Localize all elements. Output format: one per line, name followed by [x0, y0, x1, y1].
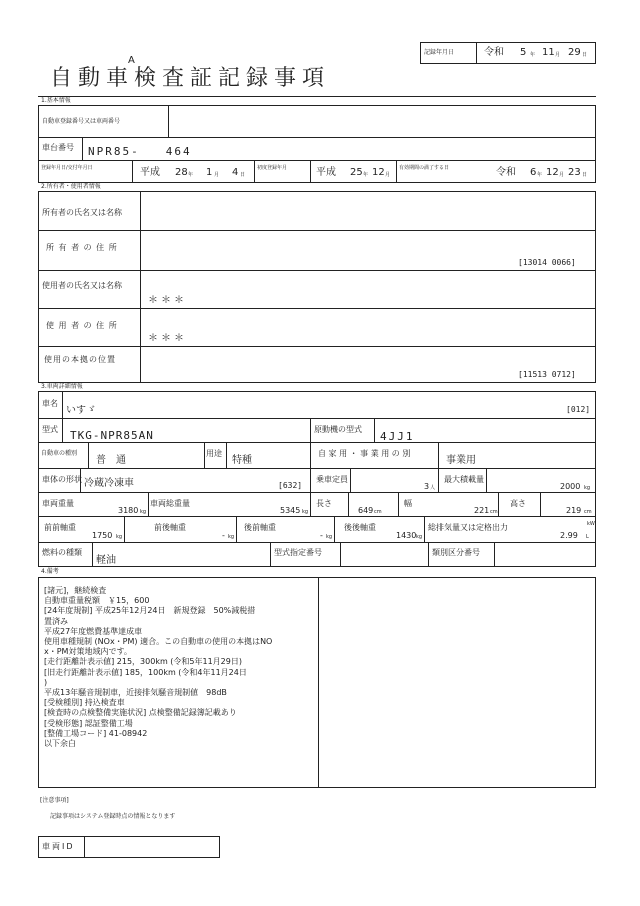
- expiry-year: 6: [530, 167, 537, 178]
- displacement-value: 2.99: [560, 531, 578, 540]
- remark-line: [検査時の点検整備実施状況] 点検整備記録簿記載あり: [44, 708, 237, 718]
- remark-line: 自動車重量税額 ￥15，600: [44, 596, 150, 606]
- record-date-day-unit: 日: [582, 52, 588, 58]
- reg-date-day-unit: 日: [240, 172, 246, 178]
- remarks-text: [44, 586, 272, 749]
- fuel-type-label: 燃料の種類: [42, 548, 82, 557]
- front-rear-axle-label: 前後軸重: [154, 523, 186, 532]
- length-unit: cm: [374, 509, 382, 515]
- remark-line: [受検形態] 認証整備工場: [44, 718, 133, 728]
- front-front-axle-unit: kg: [116, 534, 123, 540]
- expiry-day-unit: 日: [582, 172, 588, 178]
- private-business-label: 自 家 用 ・ 事 業 用 の 別: [318, 449, 411, 458]
- body-shape-code: [632]: [278, 481, 303, 490]
- fuel-type-value: 軽油: [96, 555, 116, 566]
- engine-model-value: 4JJ1: [380, 430, 415, 443]
- first-reg-year-unit: 年: [363, 172, 369, 178]
- make-label: 車名: [42, 399, 58, 408]
- reg-date-year-unit: 年: [188, 172, 194, 178]
- record-date-year: 5: [520, 47, 527, 58]
- capacity-value: 3: [424, 482, 430, 491]
- user-name-value: ＊＊＊: [148, 295, 187, 306]
- owner-address-code: [13014 0066]: [518, 258, 576, 267]
- width-value: 221: [474, 506, 490, 515]
- remark-line: [旧走行距離計表示値] 185，100km (令和4年11月24日: [44, 667, 247, 677]
- vehicle-weight-value: 3180: [118, 506, 139, 515]
- gross-weight-unit: kg: [302, 509, 309, 515]
- section-detail-title: 3.車両詳細情報: [41, 383, 83, 390]
- gross-weight-label: 車両総重量: [150, 499, 190, 508]
- reg-number-label: 自動車登録番号又は車両番号: [42, 118, 121, 125]
- reg-date-month: 1: [206, 167, 213, 178]
- height-value: 219: [566, 506, 582, 515]
- base-location-code: [11513 0712]: [518, 370, 576, 379]
- first-reg-year: 25: [350, 167, 363, 178]
- vehicle-kind-value: 普 通: [96, 455, 126, 466]
- reg-date-era: 平成: [140, 167, 160, 178]
- remark-line: x・PM対策地域内です。: [44, 647, 132, 657]
- rear-front-axle-value: -: [320, 531, 323, 540]
- make-code: [012]: [566, 405, 591, 414]
- use-value: 特種: [232, 455, 252, 466]
- remark-line: 平成13年騒音規制車，近接排気騒音規制値 98dB: [44, 688, 227, 698]
- section-owner-title: 2.所有者・使用者情報: [41, 183, 101, 190]
- type-designation-label: 型式指定番号: [274, 548, 322, 557]
- rear-front-axle-label: 後前軸重: [244, 523, 276, 532]
- user-address-value: ＊＊＊: [148, 333, 187, 344]
- corner-mark: A: [128, 55, 135, 66]
- height-label: 高さ: [510, 499, 526, 508]
- expiry-month-unit: 月: [559, 172, 565, 178]
- expiry-label: 有効期間の満了する日: [399, 165, 450, 171]
- record-date-day: 29: [568, 47, 581, 58]
- reg-date-year: 28: [175, 167, 188, 178]
- first-reg-label: 初度登録年月: [257, 165, 288, 171]
- max-load-unit: kg: [584, 485, 591, 491]
- class-number-label: 類別区分番号: [432, 548, 480, 557]
- remark-line: 平成27年度燃費基準達成車: [44, 626, 143, 636]
- section-owner-header: [38, 182, 596, 192]
- expiry-day: 23: [568, 167, 581, 178]
- model-value: TKG-NPR85AN: [70, 429, 154, 442]
- remark-line: ): [44, 677, 48, 687]
- make-value: いすゞ: [66, 405, 96, 416]
- first-reg-month: 12: [372, 167, 385, 178]
- reg-date-day: 4: [232, 167, 239, 178]
- owner-address-label: 所 有 者 の 住 所: [46, 243, 118, 252]
- remark-line: 以下余白: [44, 739, 76, 749]
- expiry-month: 12: [546, 167, 559, 178]
- capacity-unit: 人: [430, 485, 436, 491]
- first-reg-era: 平成: [316, 167, 336, 178]
- page-title: 自動車検査証記録事項: [50, 66, 331, 91]
- section-detail-header: [38, 382, 596, 392]
- front-rear-axle-value: -: [222, 531, 225, 540]
- first-reg-month-unit: 月: [385, 172, 391, 178]
- model-label: 型式: [42, 425, 58, 434]
- expiry-year-unit: 年: [537, 172, 543, 178]
- length-label: 長さ: [316, 499, 332, 508]
- body-shape-label: 車体の形状: [42, 475, 82, 484]
- record-date-year-unit: 年: [530, 52, 536, 58]
- engine-model-label: 原動機の型式: [314, 425, 362, 434]
- user-address-label: 使 用 者 の 住 所: [46, 321, 118, 330]
- gross-weight-value: 5345: [280, 506, 301, 515]
- vehicle-weight-label: 車両重量: [42, 499, 74, 508]
- section-basic-title: 1.基本情報: [41, 97, 71, 104]
- chassis-value: NPR85- 464: [88, 145, 192, 158]
- width-label: 幅: [404, 499, 412, 508]
- user-name-label: 使用者の氏名又は名称: [42, 281, 122, 290]
- rear-rear-axle-value: 1430: [396, 531, 417, 540]
- width-unit: cm: [490, 509, 498, 515]
- capacity-label: 乗車定員: [316, 475, 348, 484]
- notes-heading: [注意事項]: [40, 797, 69, 804]
- chassis-label: 車台番号: [42, 143, 74, 152]
- section-remarks-header: [38, 566, 596, 578]
- displacement-unit-kw: kW: [587, 521, 595, 527]
- vehicle-weight-unit: kg: [140, 509, 147, 515]
- max-load-label: 最大積載量: [444, 475, 484, 484]
- front-rear-axle-unit: kg: [228, 534, 235, 540]
- remark-line: 置済み: [44, 616, 68, 626]
- rear-rear-axle-unit: kg: [416, 534, 423, 540]
- reg-date-label: 登録年月日/交付年月日: [41, 165, 93, 171]
- vehicle-kind-label: 自動車の種別: [41, 450, 78, 457]
- use-label: 用途: [206, 449, 222, 458]
- max-load-value: 2000: [560, 482, 581, 491]
- vehicle-id-label: 車両ID: [42, 842, 75, 851]
- section-basic-header: [38, 96, 596, 106]
- displacement-label: 総排気量又は定格出力: [428, 523, 508, 532]
- rear-rear-axle-label: 後後軸重: [344, 523, 376, 532]
- reg-date-month-unit: 月: [214, 172, 220, 178]
- remark-line: [受検種別] 持込検査車: [44, 698, 125, 708]
- private-business-value: 事業用: [446, 455, 476, 466]
- record-date-era: 令和: [484, 47, 504, 58]
- expiry-era: 令和: [496, 167, 516, 178]
- remark-line: [諸元]，継続検査: [44, 586, 107, 595]
- section-remarks-title: 4.備考: [41, 568, 59, 575]
- record-date-month-unit: 月: [555, 52, 561, 58]
- remark-line: [整備工場コード] 41-08942: [44, 728, 148, 738]
- rear-front-axle-unit: kg: [326, 534, 333, 540]
- body-shape-value: 冷蔵冷凍車: [84, 478, 134, 489]
- notes-text: 記録事項はシステム登録時点の情報となります: [50, 813, 176, 820]
- base-location-label: 使用の本拠の位置: [44, 355, 116, 364]
- remark-line: 使用車種規制 (NOx・PM) 適合。この自動車の使用の本拠はNO: [44, 637, 273, 647]
- front-front-axle-label: 前前軸重: [44, 523, 76, 532]
- height-unit: cm: [584, 509, 592, 515]
- remark-line: [走行距離計表示値] 215，300km (令和5年11月29日): [44, 657, 242, 667]
- record-date-month: 11: [542, 47, 555, 58]
- remark-line: [24年度規制] 平成25年12月24日 新規登録 50%減税措: [44, 606, 256, 616]
- length-value: 649: [358, 506, 374, 515]
- front-front-axle-value: 1750: [92, 531, 113, 540]
- record-date-label: 記録年月日: [424, 49, 455, 56]
- owner-name-label: 所有者の氏名又は名称: [42, 208, 122, 217]
- displacement-unit: L: [586, 534, 589, 540]
